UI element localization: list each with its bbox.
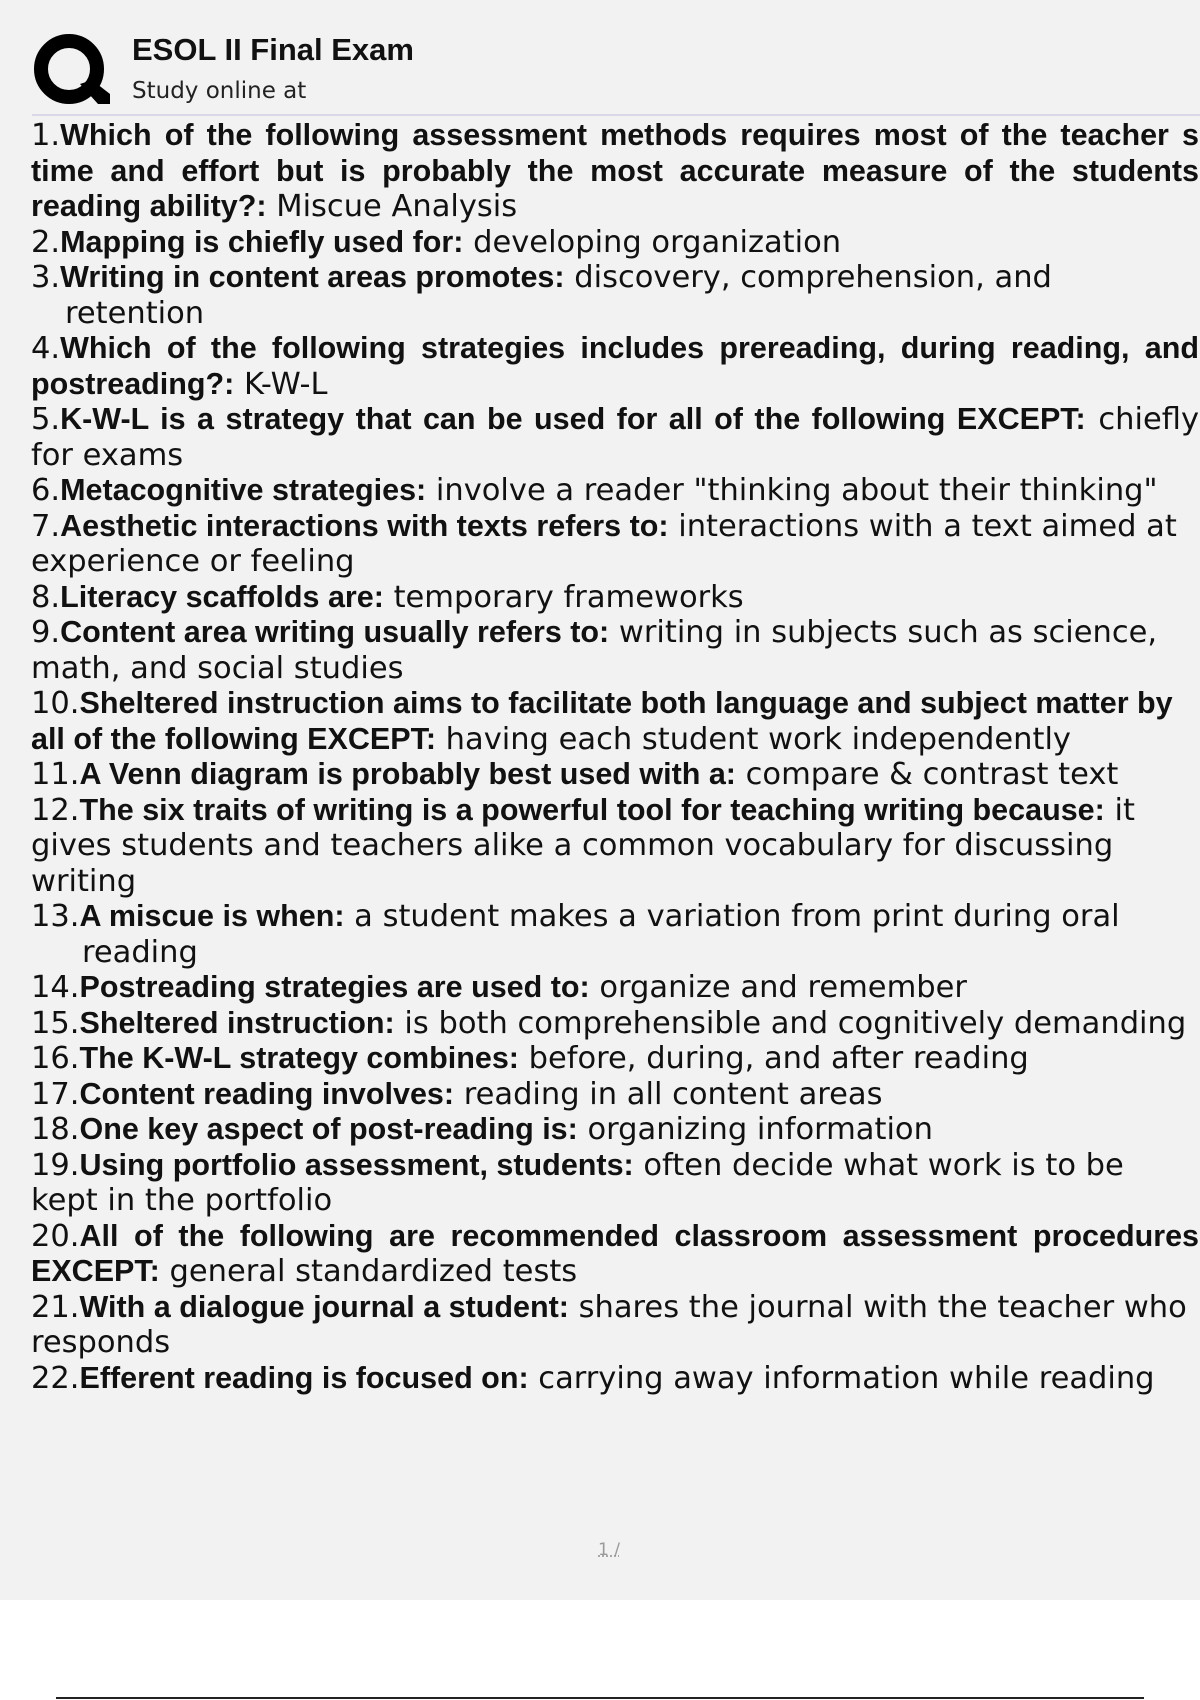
flashcard-item xyxy=(31,1006,1199,1042)
item-number: 12. xyxy=(31,792,80,828)
item-number: 8. xyxy=(31,579,61,615)
item-answer: organizing information xyxy=(577,1112,933,1147)
item-question: K-W-L is a strategy that can be used for all of the following EXCEPT: xyxy=(60,402,1086,436)
flashcard-item xyxy=(31,1148,1199,1219)
item-question: Sheltered instruction aims to facilitate both language and subject matter by all of the following EXCEPT: xyxy=(31,686,1173,756)
item-answer: Miscue Analysis xyxy=(266,189,518,224)
flashcard-item xyxy=(31,509,1199,580)
item-question: Postreading strategies are used to: xyxy=(79,970,590,1004)
item-question: Metacognitive strategies: xyxy=(60,473,427,507)
item-answer: it gives students and teachers alike a common vocabulary for discussing writing xyxy=(31,792,1135,899)
flashcard-item xyxy=(31,615,1199,686)
item-question: Which of the following strategies includes prereading, during reading, and postreading?: xyxy=(31,331,1199,401)
flashcard-item xyxy=(31,1290,1199,1361)
item-answer: temporary frameworks xyxy=(383,579,744,615)
quizlet-q-logo-icon xyxy=(32,32,112,112)
item-question: Writing in content areas promotes: xyxy=(60,260,565,294)
item-question: Using portfolio assessment, students: xyxy=(79,1147,634,1182)
flashcard-item xyxy=(31,1112,1199,1148)
item-answer: before, during, and after reading xyxy=(518,1041,1029,1076)
document-header xyxy=(32,30,1200,114)
item-question: Aesthetic interactions with texts refers to: xyxy=(60,508,669,543)
item-answer: involve a reader "thinking about their thinking" xyxy=(426,473,1158,508)
item-number: 22. xyxy=(31,1360,80,1396)
flashcard-item xyxy=(31,473,1199,509)
item-question: A Venn diagram is probably best used with a: xyxy=(79,757,736,791)
flashcard-item xyxy=(31,899,1199,970)
item-number: 7. xyxy=(31,508,61,544)
flashcard-item xyxy=(31,686,1199,757)
flashcard-item xyxy=(31,225,1199,261)
item-number: 9. xyxy=(31,615,61,650)
item-number: 19. xyxy=(31,1147,80,1183)
page-bottom-rule xyxy=(56,1697,1144,1699)
item-number: 6. xyxy=(31,473,61,508)
item-number: 2. xyxy=(31,224,61,260)
header-divider xyxy=(32,114,1200,116)
item-answer: compare & contrast text xyxy=(735,757,1119,792)
item-question: The K-W-L strategy combines: xyxy=(79,1041,519,1075)
flashcard-item xyxy=(31,402,1199,473)
item-answer: developing organization xyxy=(463,224,842,260)
item-answer: a student makes a variation from print during oral reading xyxy=(82,899,1120,970)
item-number: 14. xyxy=(31,970,80,1005)
item-answer: interactions with a text aimed at experience or feeling xyxy=(31,508,1177,579)
flashcard-list xyxy=(31,118,1199,1396)
flashcard-item xyxy=(31,580,1199,616)
item-number: 3. xyxy=(31,260,61,295)
item-number: 17. xyxy=(31,1076,80,1112)
page-number: 1 / xyxy=(598,1540,620,1560)
item-question: Efferent reading is focused on: xyxy=(79,1360,529,1395)
item-answer: organize and remember xyxy=(589,970,967,1005)
flashcard-item xyxy=(31,1077,1199,1113)
item-number: 18. xyxy=(31,1112,80,1147)
item-question: A miscue is when: xyxy=(79,899,345,933)
item-number: 11. xyxy=(31,757,80,792)
item-answer: general standardized tests xyxy=(159,1254,578,1289)
item-question: All of the following are recommended classroom assessment procedures EXCEPT: xyxy=(31,1218,1199,1288)
flashcard-item xyxy=(31,757,1199,793)
item-number: 5. xyxy=(31,402,61,437)
item-question: Literacy scaffolds are: xyxy=(60,579,384,614)
flashcard-item xyxy=(31,1361,1199,1397)
flashcard-item xyxy=(31,118,1199,225)
item-answer: having each student work independently xyxy=(435,721,1071,757)
flashcard-item xyxy=(31,331,1199,402)
item-answer: writing in subjects such as science, math, and social studies xyxy=(31,615,1158,686)
item-answer: often decide what work is to be kept in the portfolio xyxy=(31,1147,1124,1218)
item-answer: is both comprehensible and cognitively demanding xyxy=(394,1005,1187,1041)
item-question: Sheltered instruction: xyxy=(79,1005,395,1040)
item-question: One key aspect of post-reading is: xyxy=(79,1112,578,1146)
item-answer: chiefly for exams xyxy=(31,402,1199,473)
item-number: 20. xyxy=(31,1218,80,1254)
item-answer: shares the journal with the teacher who responds xyxy=(31,1289,1187,1360)
flashcard-item xyxy=(31,1219,1199,1290)
item-number: 1. xyxy=(31,118,61,153)
item-question: Mapping is chiefly used for: xyxy=(60,224,464,259)
item-number: 15. xyxy=(31,1005,80,1041)
item-number: 21. xyxy=(31,1289,80,1325)
item-number: 4. xyxy=(31,331,61,366)
item-question: Content area writing usually refers to: xyxy=(60,615,610,649)
item-number: 13. xyxy=(31,899,80,934)
item-question: With a dialogue journal a student: xyxy=(79,1289,569,1324)
item-number: 16. xyxy=(31,1041,80,1076)
item-answer: discovery, comprehension, and retention xyxy=(65,260,1052,331)
document-subtitle: Study online at xyxy=(132,78,307,104)
item-answer: K-W-L xyxy=(234,366,328,402)
item-question: The six traits of writing is a powerful tool for teaching writing because: xyxy=(79,792,1105,827)
item-number: 10. xyxy=(31,686,80,721)
item-answer: carrying away information while reading xyxy=(528,1360,1155,1396)
document-title: ESOL II Final Exam xyxy=(132,32,414,67)
flashcard-item xyxy=(31,970,1199,1006)
item-question: Which of the following assessment methods requires most of the teacher s time and effort but is probably the most accurate measure of the students reading ability?: xyxy=(31,118,1199,223)
item-question: Content reading involves: xyxy=(79,1076,455,1111)
item-answer: reading in all content areas xyxy=(454,1076,883,1112)
flashcard-item xyxy=(31,793,1199,900)
flashcard-item xyxy=(31,1041,1199,1077)
flashcard-item xyxy=(31,260,1199,331)
